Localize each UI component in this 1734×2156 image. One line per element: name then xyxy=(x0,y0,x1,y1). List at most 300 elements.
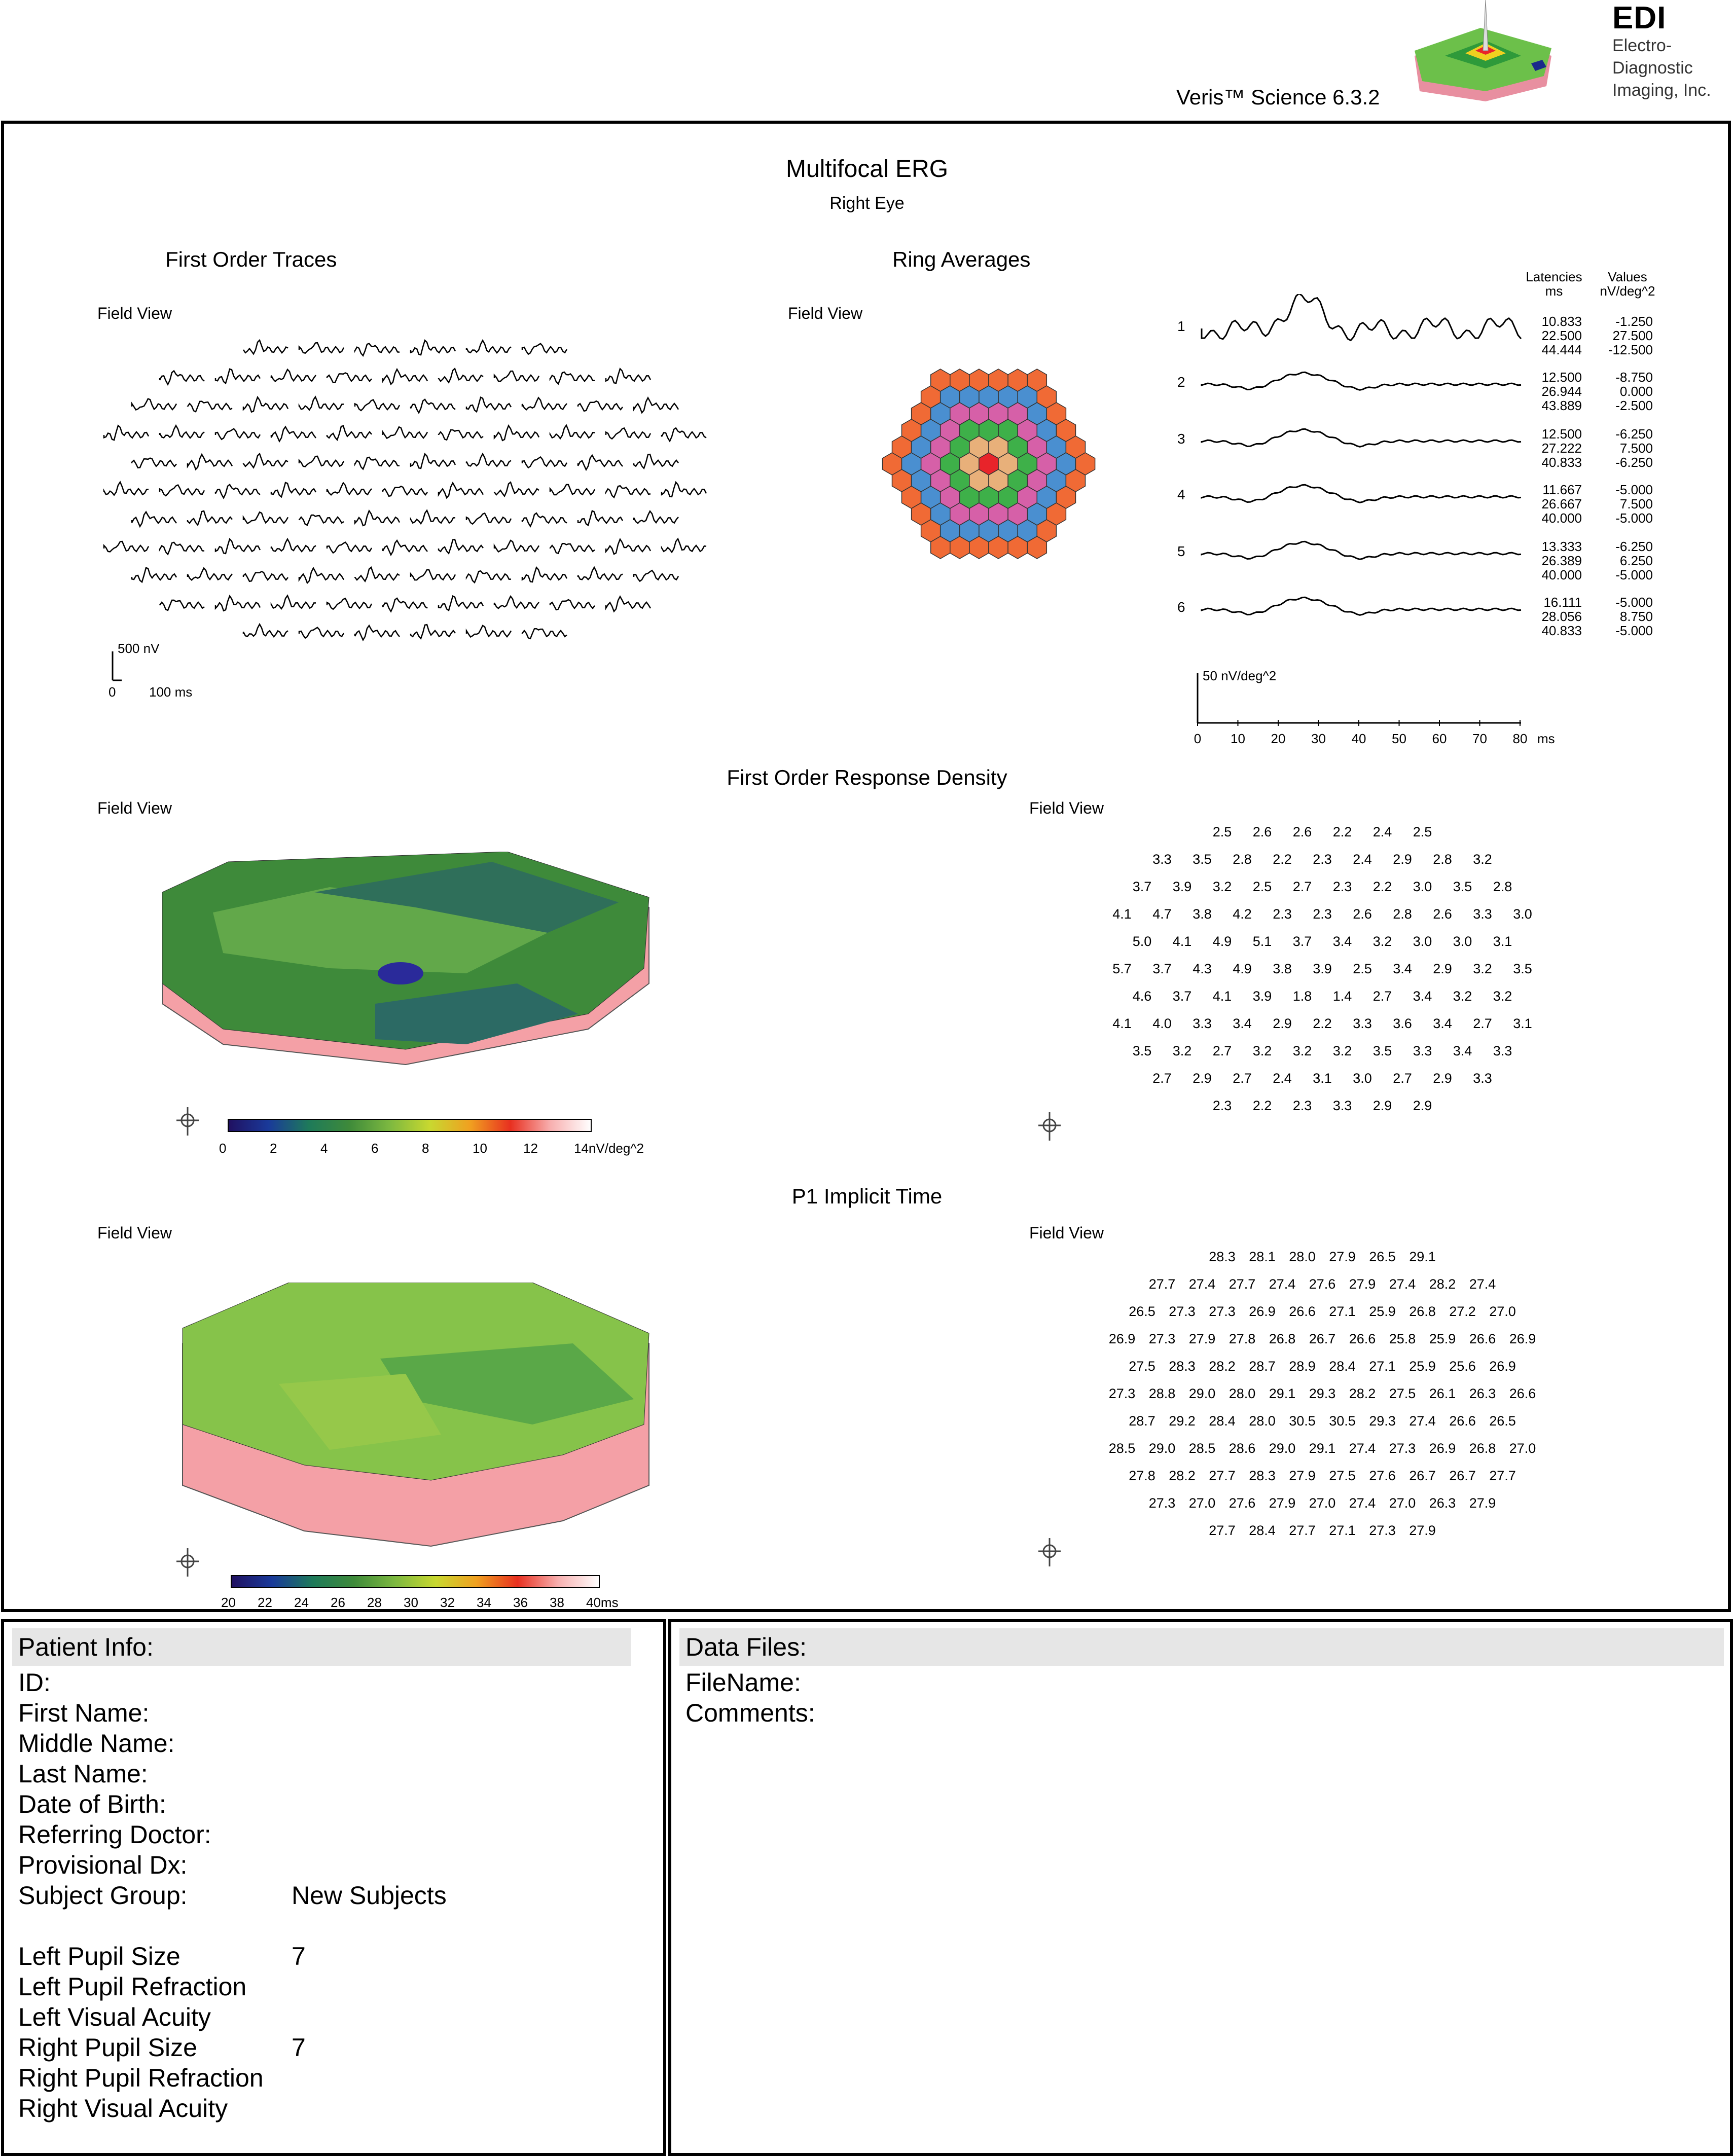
density-grid-value: 2.3 xyxy=(1313,852,1332,867)
density-grid-value: 2.4 xyxy=(1353,852,1372,867)
ring-time-tick: 20 xyxy=(1271,731,1286,746)
trace-waveform xyxy=(466,454,511,466)
density-grid-value: 3.2 xyxy=(1212,879,1232,894)
ring-time-axis xyxy=(1186,669,1572,750)
ring-latencies xyxy=(1526,595,1582,638)
density-grid-value: 3.0 xyxy=(1353,1071,1372,1086)
density-grid-value: 2.5 xyxy=(1212,824,1232,839)
density-grid-value: 3.7 xyxy=(1152,961,1172,976)
trace-waveform xyxy=(578,511,623,525)
implicit-colorbar-tick: 36 xyxy=(513,1595,528,1610)
ring-latencies xyxy=(1526,314,1582,357)
implicit-grid-value: 26.3 xyxy=(1469,1386,1496,1401)
implicit-grid-value: 27.7 xyxy=(1148,1276,1176,1292)
density-grid-value: 3.2 xyxy=(1172,1043,1192,1058)
latencies-label: Latencies xyxy=(1526,269,1582,284)
ring-time-tick: 40 xyxy=(1351,731,1366,746)
patient-field-value: New Subjects xyxy=(292,1881,447,1910)
implicit-grid-value: 26.7 xyxy=(1409,1468,1436,1483)
implicit-grid-value: 27.9 xyxy=(1329,1249,1356,1264)
density-grid-value: 2.3 xyxy=(1332,879,1352,894)
density-grid-value: 2.8 xyxy=(1433,852,1452,867)
ring-trace-line xyxy=(1202,541,1521,559)
density-grid-value: 2.9 xyxy=(1433,961,1452,976)
trace-waveform xyxy=(355,400,400,411)
first-order-traces-plot xyxy=(91,335,720,659)
trace-waveform xyxy=(355,567,400,581)
implicit-grid-value: 28.4 xyxy=(1209,1413,1236,1429)
data-files-panel xyxy=(668,1619,1733,2156)
response-value: -5.000 xyxy=(1615,595,1653,610)
trace-waveform xyxy=(662,539,706,552)
trace-waveform xyxy=(355,511,400,526)
density-grid-value: 3.5 xyxy=(1513,961,1532,976)
implicit-grid-value: 28.5 xyxy=(1108,1441,1136,1456)
density-grid-value: 3.1 xyxy=(1313,1071,1332,1086)
density-grid-value: 2.8 xyxy=(1233,852,1252,867)
ring-latencies xyxy=(1526,427,1582,469)
density-grid-value: 3.2 xyxy=(1453,989,1472,1004)
density-grid-value: 3.9 xyxy=(1252,989,1272,1004)
trace-waveform xyxy=(634,398,678,413)
implicit-grid-value: 27.0 xyxy=(1389,1495,1416,1511)
trace-waveform xyxy=(188,454,232,469)
density-grid-value: 3.9 xyxy=(1172,879,1192,894)
implicit-compass-icon xyxy=(172,1541,203,1582)
density-field-view-right: Field View xyxy=(1029,799,1104,817)
ring-scale-label: 50 nV/deg^2 xyxy=(1203,668,1277,683)
report-title: Multifocal ERG xyxy=(785,156,949,182)
ring-trace-line xyxy=(1202,372,1521,390)
ring-trace-line xyxy=(1202,429,1521,447)
implicit-grid-value: 25.9 xyxy=(1369,1304,1396,1319)
ring-trace-line xyxy=(1202,597,1521,615)
trace-waveform xyxy=(634,511,678,523)
density-grid-value: 3.2 xyxy=(1473,961,1492,976)
trace-waveform xyxy=(299,456,344,466)
ring-number: 2 xyxy=(1177,374,1185,390)
implicit-grid-value: 27.3 xyxy=(1389,1441,1416,1456)
implicit-grid-value: 29.1 xyxy=(1309,1441,1336,1456)
density-colorbar xyxy=(227,1118,592,1139)
trace-waveform xyxy=(411,399,455,413)
density-grid-value: 2.6 xyxy=(1353,906,1372,922)
latency-value: 13.333 xyxy=(1541,539,1582,554)
latency-value: 16.111 xyxy=(1543,595,1582,610)
trace-waveform xyxy=(662,482,706,497)
implicit-grid-value: 29.0 xyxy=(1188,1386,1216,1401)
implicit-grid-value: 27.3 xyxy=(1148,1495,1176,1511)
data-files-heading: Data Files: xyxy=(679,1628,1724,1666)
trace-waveform xyxy=(327,426,372,440)
density-grid-value: 4.7 xyxy=(1152,906,1172,922)
density-grid-value: 2.9 xyxy=(1372,1098,1392,1113)
trace-waveform xyxy=(634,570,678,581)
trace-waveform xyxy=(411,454,455,468)
trace-waveform xyxy=(466,626,511,637)
implicit-grid-value: 25.9 xyxy=(1409,1359,1436,1374)
ring-hexagon-map xyxy=(862,355,1115,573)
density-grid-value: 3.3 xyxy=(1493,1043,1512,1058)
density-grid-value: 2.3 xyxy=(1313,906,1332,922)
density-grid-value: 4.9 xyxy=(1212,934,1232,949)
implicit-grid-value: 29.1 xyxy=(1269,1386,1296,1401)
ring-time-tick: 0 xyxy=(1194,731,1202,746)
density-grid-value: 3.4 xyxy=(1393,961,1412,976)
implicit-grid-value: 25.6 xyxy=(1449,1359,1476,1374)
density-grid-value: 3.5 xyxy=(1193,852,1212,867)
trace-waveform xyxy=(132,568,176,582)
density-grid-value: 2.3 xyxy=(1212,1098,1232,1113)
density-grid-value: 2.7 xyxy=(1473,1016,1492,1031)
trace-waveform xyxy=(522,398,567,410)
response-value: -6.250 xyxy=(1615,426,1653,442)
implicit-grid-value: 26.9 xyxy=(1108,1331,1136,1346)
density-grid-value: 2.7 xyxy=(1393,1071,1412,1086)
density-grid-compass-icon xyxy=(1034,1105,1065,1146)
implicit-colorbar-tick: 38 xyxy=(550,1595,564,1610)
patient-field-label: Subject Group: xyxy=(18,1881,188,1910)
implicit-time-title: P1 Implicit Time xyxy=(791,1184,943,1208)
density-grid-value: 2.2 xyxy=(1273,852,1292,867)
trace-waveform xyxy=(327,483,372,495)
implicit-grid-value: 27.0 xyxy=(1509,1441,1536,1456)
trace-waveform xyxy=(522,344,567,354)
latency-value: 26.389 xyxy=(1541,553,1582,568)
implicit-grid-value: 29.2 xyxy=(1169,1413,1196,1429)
density-grid-value: 3.4 xyxy=(1332,934,1352,949)
density-3d-surface-plot xyxy=(162,852,659,1075)
trace-waveform xyxy=(271,427,316,442)
trace-waveform xyxy=(466,571,511,582)
ring-trace-line xyxy=(1202,294,1521,341)
trace-waveform xyxy=(494,482,539,496)
trace-waveform xyxy=(494,426,539,441)
trace-waveform xyxy=(215,539,260,554)
response-value: 7.500 xyxy=(1619,496,1653,511)
ring-average-traces xyxy=(1197,294,1526,639)
trace-waveform xyxy=(243,397,288,412)
trace-waveform xyxy=(299,568,344,583)
trace-waveform xyxy=(550,372,595,384)
comments-label: Comments: xyxy=(685,1699,815,1727)
implicit-grid-value: 27.7 xyxy=(1209,1523,1236,1538)
density-grid-value: 2.7 xyxy=(1292,879,1312,894)
trace-waveform xyxy=(188,511,232,525)
trace-waveform xyxy=(411,625,455,639)
traces-field-view: Field View xyxy=(97,304,172,322)
implicit-field-view-right: Field View xyxy=(1029,1224,1104,1242)
density-grid-value: 3.1 xyxy=(1493,934,1512,949)
implicit-grid-value: 28.3 xyxy=(1249,1468,1276,1483)
trace-waveform xyxy=(522,567,567,582)
software-version: Veris™ Science 6.3.2 xyxy=(1176,85,1380,109)
trace-waveform xyxy=(439,539,483,554)
response-value: 27.500 xyxy=(1612,328,1653,343)
response-value: 6.250 xyxy=(1619,553,1653,568)
implicit-grid-value: 27.7 xyxy=(1289,1523,1316,1538)
patient-field-value: 7 xyxy=(292,1942,306,1970)
ring-time-tick: 60 xyxy=(1432,731,1447,746)
density-grid-value: 2.4 xyxy=(1273,1071,1292,1086)
implicit-grid-value: 26.5 xyxy=(1129,1304,1155,1319)
trace-waveform xyxy=(160,371,204,385)
trace-waveform xyxy=(494,540,539,552)
latency-value: 40.000 xyxy=(1541,510,1582,526)
trace-waveform xyxy=(522,457,567,468)
implicit-colorbar-tick: 32 xyxy=(440,1595,455,1610)
response-value: 8.750 xyxy=(1619,609,1653,624)
traces-scale-zero: 0 xyxy=(109,684,116,700)
density-grid-value: 4.3 xyxy=(1193,961,1212,976)
implicit-grid-value: 27.9 xyxy=(1349,1276,1376,1292)
trace-waveform xyxy=(243,454,288,467)
trace-waveform xyxy=(606,428,651,438)
implicit-grid-value: 27.5 xyxy=(1329,1468,1356,1483)
density-grid-value: 3.3 xyxy=(1473,906,1492,922)
implicit-grid-value: 26.9 xyxy=(1249,1304,1276,1319)
density-grid-value: 3.3 xyxy=(1473,1071,1492,1086)
density-grid-value: 2.7 xyxy=(1372,989,1392,1004)
implicit-grid-value: 28.5 xyxy=(1188,1441,1216,1456)
trace-waveform xyxy=(243,624,288,637)
trace-waveform xyxy=(355,626,400,640)
implicit-grid-value: 28.7 xyxy=(1129,1413,1155,1429)
implicit-grid-value: 27.5 xyxy=(1389,1386,1416,1401)
ring-latencies xyxy=(1526,539,1582,582)
density-colorbar-tick: 4 xyxy=(320,1141,328,1156)
trace-waveform xyxy=(522,513,567,526)
ring-number: 6 xyxy=(1177,599,1185,615)
brand-subtitle xyxy=(1612,34,1711,101)
patient-field-label: Middle Name: xyxy=(18,1729,175,1758)
response-value: -1.250 xyxy=(1615,314,1653,329)
implicit-colorbar-tick: 24 xyxy=(294,1595,309,1610)
density-grid-value: 3.4 xyxy=(1433,1016,1452,1031)
patient-field-label: Right Pupil Size xyxy=(18,2033,197,2062)
values-header xyxy=(1592,270,1663,298)
density-grid-value: 3.0 xyxy=(1413,879,1432,894)
trace-waveform xyxy=(243,340,288,354)
density-grid-value: 2.2 xyxy=(1332,824,1352,839)
latencies-header xyxy=(1521,270,1587,298)
density-grid-value: 3.1 xyxy=(1513,1016,1532,1031)
response-value: -5.000 xyxy=(1615,510,1653,526)
density-grid-value: 3.2 xyxy=(1252,1043,1272,1058)
ring-values xyxy=(1597,314,1653,357)
filename-label: FileName: xyxy=(685,1668,801,1697)
implicit-grid-value: 27.4 xyxy=(1469,1276,1496,1292)
trace-waveform xyxy=(243,512,288,523)
trace-waveform xyxy=(215,429,260,440)
trace-waveform xyxy=(271,539,316,552)
trace-waveform xyxy=(578,567,623,580)
implicit-grid-value: 27.6 xyxy=(1309,1276,1336,1292)
density-grid-value: 3.3 xyxy=(1413,1043,1432,1058)
latency-value: 44.444 xyxy=(1541,342,1582,357)
patient-field-label: Right Visual Acuity xyxy=(18,2094,228,2123)
latency-value: 28.056 xyxy=(1541,609,1582,624)
density-grid-value: 3.0 xyxy=(1513,906,1532,922)
trace-waveform xyxy=(355,457,400,469)
implicit-grid-value: 28.2 xyxy=(1169,1468,1196,1483)
density-grid-value: 2.2 xyxy=(1372,879,1392,894)
density-grid-value: 2.5 xyxy=(1353,961,1372,976)
density-grid-value: 2.9 xyxy=(1413,1098,1432,1113)
density-grid-value: 2.2 xyxy=(1313,1016,1332,1031)
ring-values xyxy=(1597,595,1653,638)
implicit-grid-value: 28.0 xyxy=(1249,1413,1276,1429)
density-field-view-left: Field View xyxy=(97,799,172,817)
density-colorbar-tick: 8 xyxy=(422,1141,429,1156)
latency-value: 43.889 xyxy=(1541,398,1582,413)
ring-number: 1 xyxy=(1177,318,1185,334)
implicit-grid-value: 27.0 xyxy=(1309,1495,1336,1511)
implicit-grid-value: 27.0 xyxy=(1188,1495,1216,1511)
density-grid-value: 3.5 xyxy=(1132,1043,1152,1058)
trace-waveform xyxy=(411,570,455,580)
implicit-grid-value: 28.2 xyxy=(1209,1359,1236,1374)
implicit-grid-value: 28.0 xyxy=(1289,1249,1316,1264)
density-grid-value: 3.3 xyxy=(1152,852,1172,867)
trace-waveform xyxy=(327,542,372,553)
trace-waveform xyxy=(104,482,149,495)
trace-waveform xyxy=(606,486,651,497)
implicit-grid-value: 28.9 xyxy=(1289,1359,1316,1374)
density-grid-value: 3.3 xyxy=(1193,1016,1212,1031)
implicit-grid-value: 28.3 xyxy=(1209,1249,1236,1264)
ring-field-view: Field View xyxy=(788,304,863,322)
implicit-grid-value: 26.6 xyxy=(1509,1386,1536,1401)
response-value: 7.500 xyxy=(1619,441,1653,456)
implicit-grid-value: 27.9 xyxy=(1409,1523,1436,1538)
ring-averages-title: Ring Averages xyxy=(892,247,1031,271)
trace-waveform xyxy=(299,343,344,353)
implicit-grid-value: 26.8 xyxy=(1469,1441,1496,1456)
implicit-grid-value: 27.5 xyxy=(1129,1359,1155,1374)
density-grid-value: 2.5 xyxy=(1252,879,1272,894)
implicit-grid-value: 27.1 xyxy=(1369,1359,1396,1374)
density-grid-value: 2.9 xyxy=(1193,1071,1212,1086)
density-grid-value: 2.6 xyxy=(1292,824,1312,839)
implicit-grid-value: 27.8 xyxy=(1229,1331,1256,1346)
density-grid-value: 3.5 xyxy=(1372,1043,1392,1058)
density-grid-value: 5.1 xyxy=(1252,934,1272,949)
ring-latencies xyxy=(1526,483,1582,525)
density-grid-value: 2.3 xyxy=(1273,906,1292,922)
implicit-grid-value: 27.9 xyxy=(1269,1495,1296,1511)
trace-waveform xyxy=(215,369,260,383)
implicit-grid-value: 26.9 xyxy=(1489,1359,1516,1374)
response-value: -6.250 xyxy=(1615,539,1653,554)
density-grid-value: 3.3 xyxy=(1332,1098,1352,1113)
density-grid-value: 4.1 xyxy=(1212,989,1232,1004)
implicit-grid-value: 26.6 xyxy=(1449,1413,1476,1429)
latency-value: 40.000 xyxy=(1541,567,1582,582)
patient-field-label: Date of Birth: xyxy=(18,1790,166,1818)
ring-time-tick: 10 xyxy=(1231,731,1245,746)
ring-number: 3 xyxy=(1177,431,1185,447)
density-grid-value: 2.9 xyxy=(1393,852,1412,867)
trace-waveform xyxy=(271,370,316,382)
ring-values xyxy=(1597,370,1653,413)
density-grid-value: 4.1 xyxy=(1112,906,1132,922)
trace-waveform xyxy=(578,455,623,469)
implicit-grid-value: 29.0 xyxy=(1148,1441,1176,1456)
implicit-grid-value: 30.5 xyxy=(1329,1413,1356,1429)
density-grid-value: 2.5 xyxy=(1413,824,1432,839)
density-grid-value: 2.6 xyxy=(1252,824,1272,839)
trace-waveform xyxy=(160,485,204,496)
trace-waveform xyxy=(466,397,511,412)
response-value: -8.750 xyxy=(1615,370,1653,385)
trace-waveform xyxy=(578,401,623,411)
density-grid-value: 3.0 xyxy=(1413,934,1432,949)
implicit-grid-value: 27.3 xyxy=(1369,1523,1396,1538)
trace-waveform xyxy=(494,371,539,381)
patient-field-value: 7 xyxy=(292,2033,306,2062)
density-grid-value: 4.1 xyxy=(1172,934,1192,949)
density-grid-value: 2.8 xyxy=(1493,879,1512,894)
implicit-grid-value: 27.6 xyxy=(1229,1495,1256,1511)
implicit-grid-value: 29.3 xyxy=(1369,1413,1396,1429)
density-colorbar-tick: 0 xyxy=(219,1141,227,1156)
implicit-grid-value: 27.4 xyxy=(1269,1276,1296,1292)
density-grid-value: 3.7 xyxy=(1132,879,1152,894)
trace-waveform xyxy=(411,510,455,524)
implicit-grid-value: 26.9 xyxy=(1509,1331,1536,1346)
density-grid-value: 4.2 xyxy=(1233,906,1252,922)
implicit-grid-value: 28.0 xyxy=(1229,1386,1256,1401)
implicit-grid-value: 27.4 xyxy=(1349,1495,1376,1511)
density-grid-value: 3.2 xyxy=(1292,1043,1312,1058)
implicit-time-3d-surface-plot xyxy=(177,1283,654,1551)
implicit-grid-value: 29.1 xyxy=(1409,1249,1436,1264)
implicit-grid-value: 26.8 xyxy=(1269,1331,1296,1346)
patient-field-label: Last Name: xyxy=(18,1760,148,1788)
density-grid-value: 3.3 xyxy=(1353,1016,1372,1031)
implicit-grid-value: 25.9 xyxy=(1429,1331,1456,1346)
density-colorbar-tick: 10 xyxy=(473,1141,487,1156)
ring-time-tick: 80 xyxy=(1512,731,1528,746)
density-grid-value: 5.7 xyxy=(1112,961,1132,976)
ring-trace-line xyxy=(1202,485,1521,502)
implicit-grid-value: 28.7 xyxy=(1249,1359,1276,1374)
density-grid-value: 3.4 xyxy=(1233,1016,1252,1031)
ring-time-tick: 50 xyxy=(1392,731,1406,746)
trace-waveform xyxy=(466,341,511,353)
density-grid-value: 3.2 xyxy=(1493,989,1512,1004)
ring-time-tick: 30 xyxy=(1311,731,1326,746)
trace-waveform xyxy=(550,425,595,438)
trace-waveform xyxy=(439,483,483,498)
implicit-grid-value: 27.3 xyxy=(1209,1304,1236,1319)
density-grid-value: 2.8 xyxy=(1393,906,1412,922)
implicit-grid-value: 26.6 xyxy=(1349,1331,1376,1346)
implicit-grid-value: 28.8 xyxy=(1148,1386,1176,1401)
implicit-grid-value: 28.1 xyxy=(1249,1249,1276,1264)
density-grid-value: 5.0 xyxy=(1132,934,1152,949)
latencies-unit: ms xyxy=(1545,283,1563,299)
trace-waveform xyxy=(215,485,260,498)
trace-waveform xyxy=(662,428,706,441)
trace-waveform xyxy=(132,458,176,468)
trace-waveform xyxy=(383,486,427,496)
trace-waveform xyxy=(439,369,483,382)
density-grid-value: 3.7 xyxy=(1172,989,1192,1004)
density-compass-icon xyxy=(172,1100,203,1141)
implicit-grid-value: 27.7 xyxy=(1229,1276,1256,1292)
